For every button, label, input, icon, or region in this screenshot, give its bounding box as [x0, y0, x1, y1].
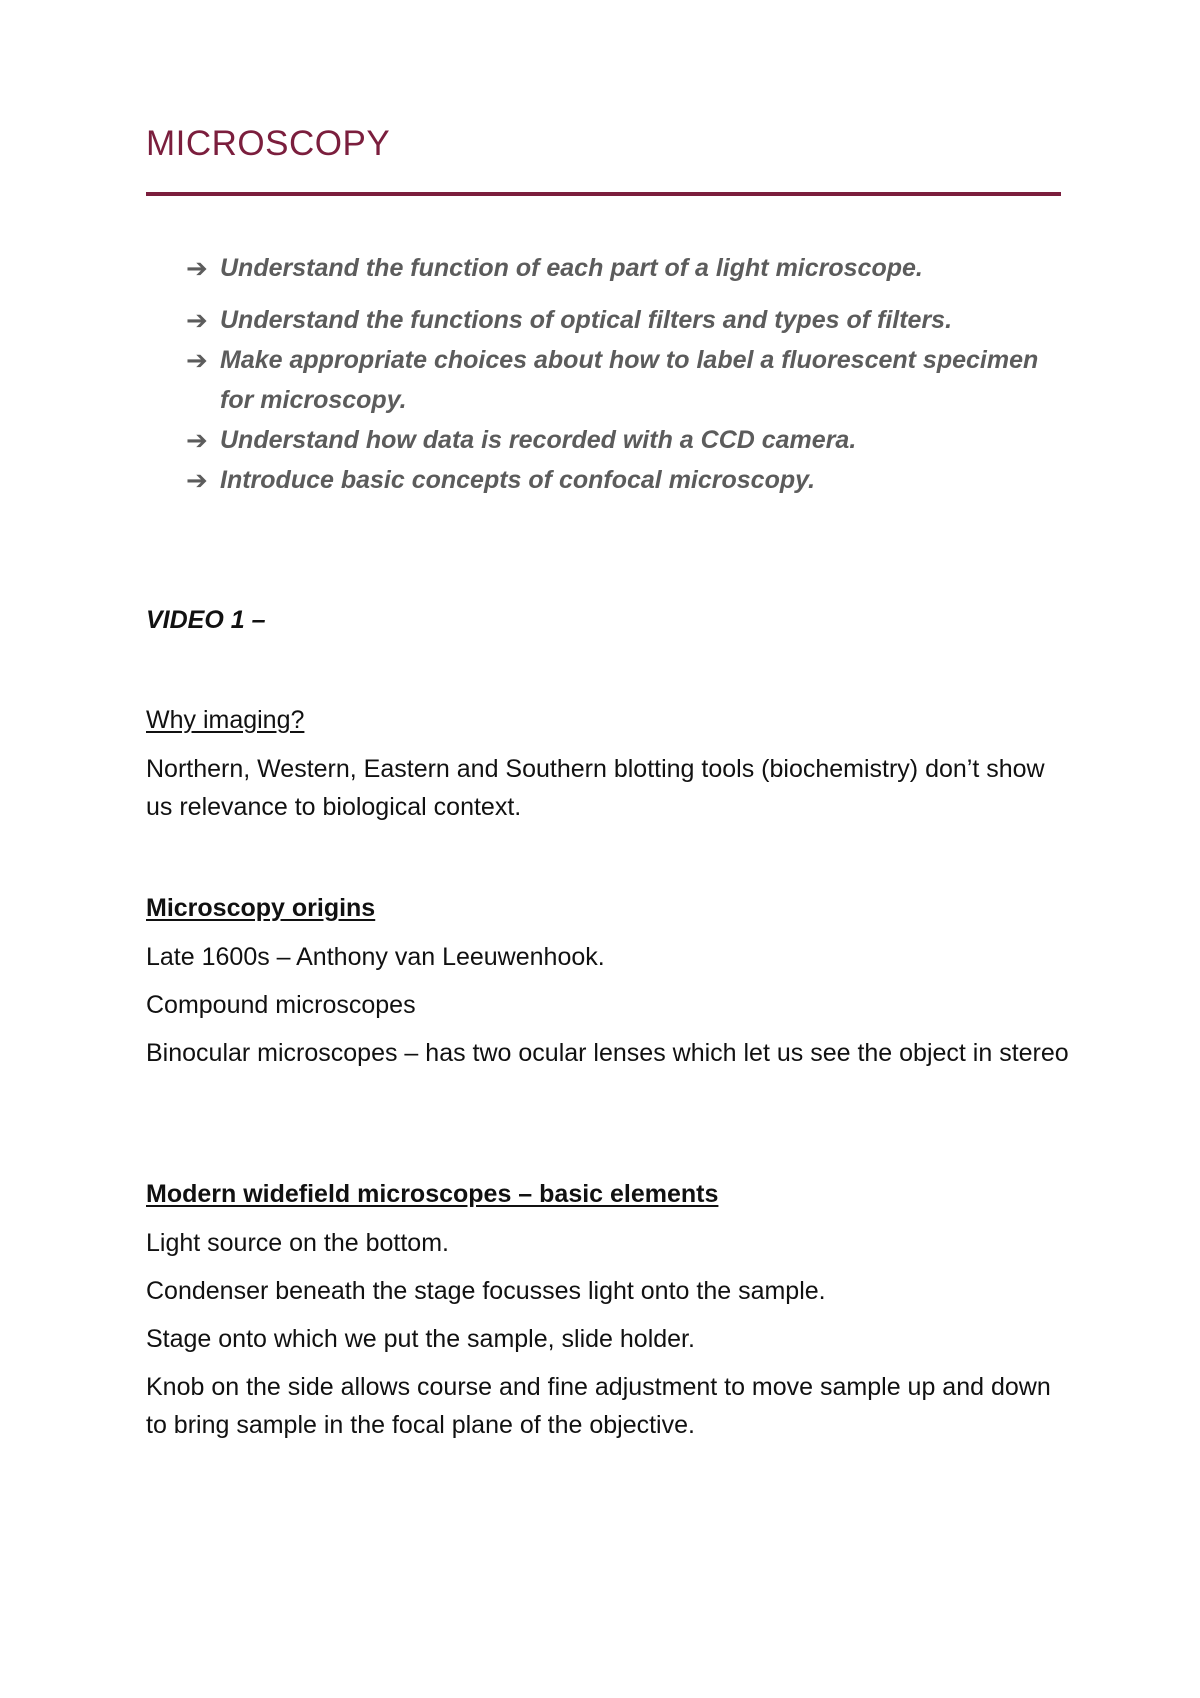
title-divider	[146, 192, 1061, 196]
paragraph: Binocular microscopes – has two ocular lenses which let us see the object in stereo	[146, 1039, 1069, 1067]
right-arrow-icon: ➔	[186, 345, 208, 375]
objective-text: Understand the function of each part of a light microscope.	[220, 254, 923, 282]
section-heading: Microscopy origins	[146, 894, 376, 922]
microscopy-origins-section	[146, 888, 1076, 1082]
paragraph: Compound microscopes	[146, 991, 416, 1019]
paragraph: Condenser beneath the stage focusses light onto the sample.	[146, 1277, 826, 1305]
right-arrow-icon: ➔	[186, 425, 208, 455]
right-arrow-icon: ➔	[186, 465, 208, 495]
paragraph: Northern, Western, Eastern and Southern blotting tools (biochemistry) don’t show us relevance to biological context.	[146, 755, 1045, 821]
objective-text: Understand how data is recorded with a CCD camera.	[220, 426, 857, 454]
section-heading: Modern widefield microscopes – basic elements	[146, 1180, 719, 1208]
paragraph: Light source on the bottom.	[146, 1229, 449, 1257]
objective-text: Understand the functions of optical filters and types of filters.	[220, 306, 953, 334]
video-heading: VIDEO 1 –	[146, 606, 266, 634]
objective-item	[186, 340, 1046, 420]
objective-item	[186, 248, 1046, 288]
objective-text: Make appropriate choices about how to label a fluorescent specimen for microscopy.	[220, 346, 1039, 414]
why-imaging-section	[146, 700, 1076, 836]
objective-item	[186, 460, 1046, 500]
right-arrow-icon: ➔	[186, 305, 208, 335]
objective-text: Introduce basic concepts of confocal microscopy.	[220, 466, 816, 494]
document-title: MICROSCOPY	[146, 124, 391, 163]
modern-microscopes-section	[146, 1174, 1076, 1454]
objective-item	[186, 300, 1046, 340]
paragraph: Stage onto which we put the sample, slide holder.	[146, 1325, 695, 1353]
objectives-list	[186, 248, 1046, 500]
paragraph: Late 1600s – Anthony van Leeuwenhook.	[146, 943, 605, 971]
objective-item	[186, 420, 1046, 460]
section-heading: Why imaging?	[146, 706, 305, 734]
right-arrow-icon: ➔	[186, 253, 208, 283]
paragraph: Knob on the side allows course and fine adjustment to move sample up and down to bring sample in the focal plane of the objective.	[146, 1373, 1051, 1439]
